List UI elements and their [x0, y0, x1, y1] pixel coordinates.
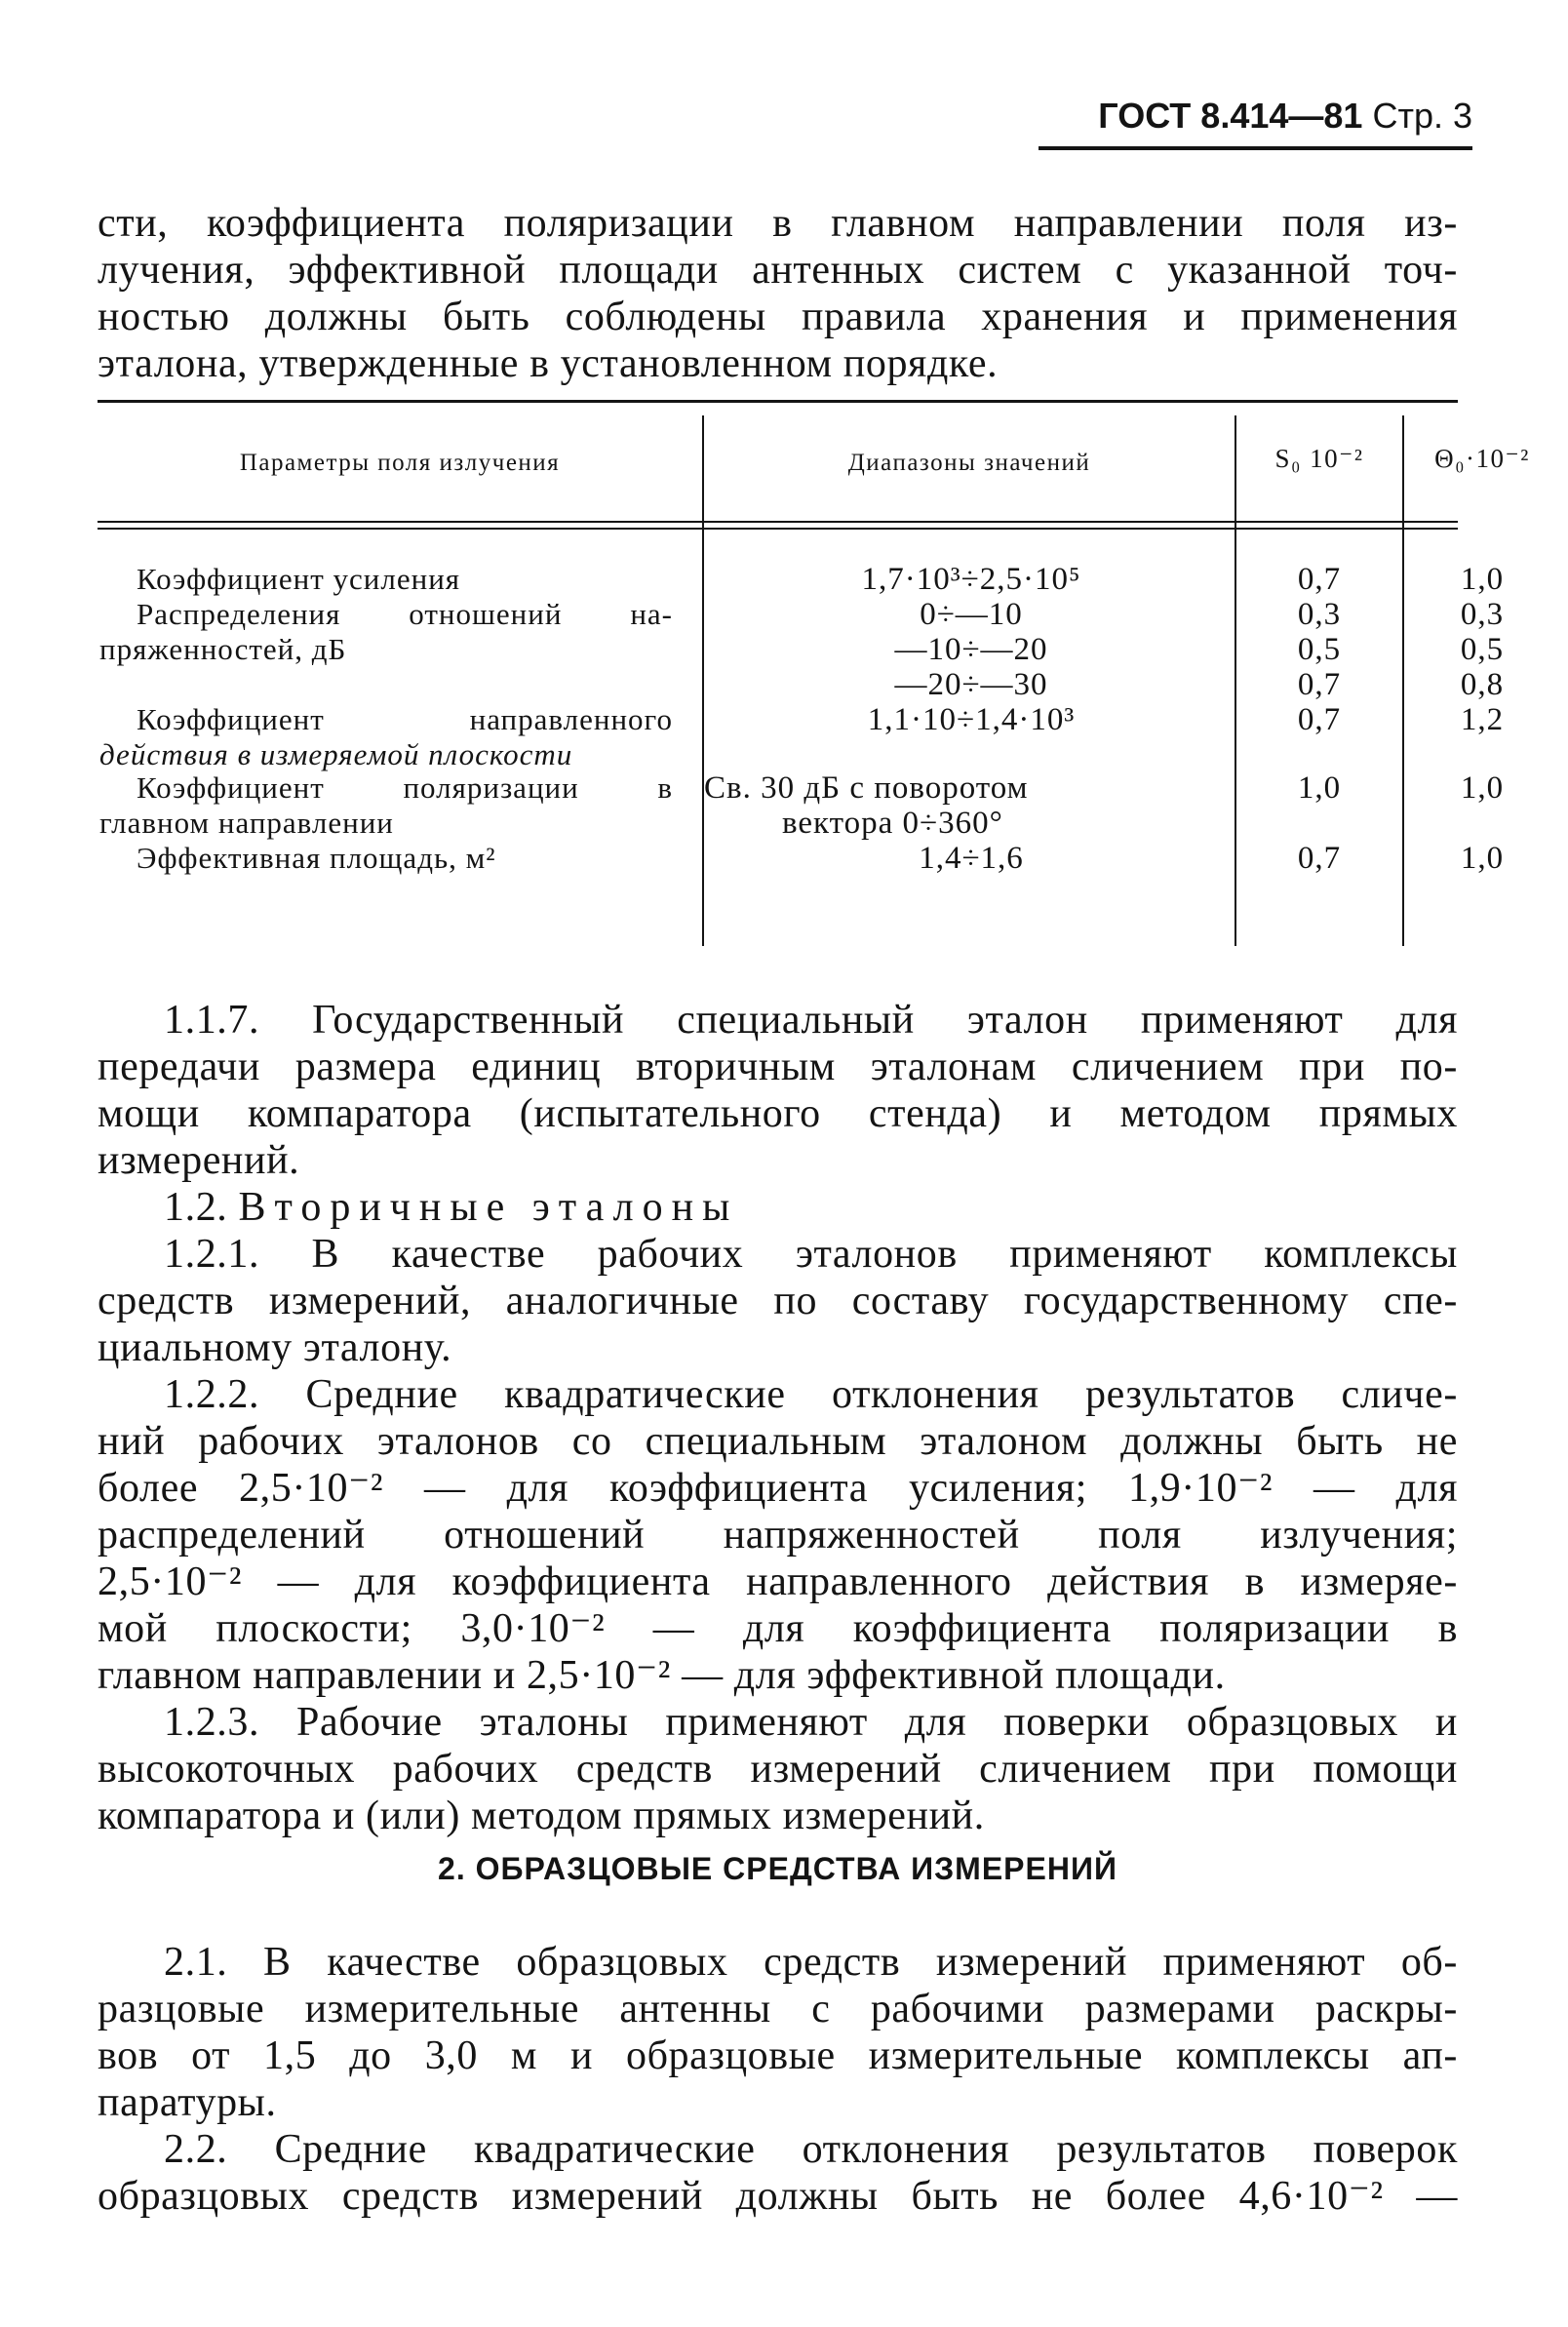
paragraph-1-2-2	[98, 1371, 1458, 1699]
table-header-rule-2	[98, 528, 1458, 530]
s0-cell: 0,7	[1297, 702, 1342, 737]
text-line: 1.2.3. Рабочие эталоны применяют для поверки образцовых и	[164, 1700, 1458, 1745]
table-row	[99, 597, 673, 667]
param-cell: Эффективная площадь, м²	[137, 841, 496, 875]
text-line: 1.2.1. В качестве рабочих эталонов применяют комплексы	[164, 1232, 1458, 1277]
text-line: средств измерений, аналогичные по составу государственному спе-	[98, 1279, 1458, 1323]
range-value: вектора 0÷360°	[782, 806, 1003, 841]
text-line: разцовые измерительные антенны с рабочими размерами раскры-	[98, 1987, 1458, 2031]
range-value: —20÷—30	[894, 667, 1048, 702]
theta0-cell	[1404, 597, 1560, 702]
s0-value: 0,7	[1297, 667, 1342, 702]
table-header-rule	[98, 521, 1458, 523]
table-row	[99, 562, 673, 597]
doc-number: ГОСТ 8.414—81	[1098, 96, 1363, 136]
theta0-value: 0,8	[1460, 667, 1505, 702]
range-cell: 1,4÷1,6	[919, 841, 1024, 876]
text-line: распределений отношений напряженностей поля излучения;	[98, 1513, 1458, 1558]
text-line: более 2,5·10⁻² — для коэффициента усиления; 1,9·10⁻² — для	[98, 1466, 1458, 1511]
text-line: паратуры.	[98, 2080, 277, 2125]
theta0-value: 0,3	[1460, 597, 1505, 632]
col-header-parameters: Параметры поля излучения	[239, 450, 561, 476]
text-line: эталона, утвержденные в установленном порядке.	[98, 341, 999, 386]
param-cell: Распределения отношений на-	[137, 597, 673, 631]
text-line: передачи размера единиц вторичным эталонам сличением при по-	[98, 1045, 1458, 1089]
subsection-title: Вторичные эталоны	[238, 1185, 739, 1230]
section-title: 2. ОБРАЗЦОВЫЕ СРЕДСТВА ИЗМЕРЕНИЙ	[438, 1851, 1117, 1886]
table-row	[99, 770, 673, 841]
text-line: 2.1. В качестве образцовых средств измерений применяют об-	[164, 1940, 1458, 1985]
range-value: Св. 30 дБ с поворотом	[704, 770, 1029, 806]
param-cell: пряженностей, дБ	[99, 632, 347, 666]
text-line: 1.1.7. Государственный специальный эталон применяют для	[164, 998, 1458, 1043]
param-cell: главном направлении	[99, 806, 394, 840]
param-cell: Коэффициент поляризации в	[137, 770, 673, 805]
text-line: вов от 1,5 до 3,0 м и образцовые измерительные комплексы ап-	[98, 2033, 1458, 2078]
page-number: Стр. 3	[1372, 96, 1472, 136]
theta0-value: 0,5	[1460, 632, 1505, 667]
theta0-cell: 1,0	[1460, 562, 1505, 597]
s0-value: 0,5	[1297, 632, 1342, 667]
text-line: лучения, эффективной площади антенных систем с указанной точ-	[98, 248, 1458, 293]
s0-cell	[1236, 597, 1402, 702]
theta0-cell: 1,0	[1460, 841, 1505, 876]
text-line: мощи компаратора (испытательного стенда) и методом прямых	[98, 1091, 1458, 1136]
text-line: мой плоскости; 3,0·10⁻² — для коэффициента поляризации в	[98, 1606, 1458, 1651]
param-cell: Коэффициент усиления	[137, 562, 461, 596]
text-line: ний рабочих эталонов со специальным эталоном должны быть не	[98, 1419, 1458, 1464]
theta0-cell: 1,2	[1460, 702, 1505, 737]
table-row	[99, 702, 673, 772]
subsection-number: 1.2.	[164, 1185, 228, 1230]
range-cell: 1,1·10÷1,4·10³	[867, 702, 1076, 737]
s0-cell: 0,7	[1297, 562, 1342, 597]
paragraph-1-2-1	[98, 1231, 1458, 1371]
param-cell: действия в измеряемой плоскости	[99, 737, 573, 771]
range-value: 0÷—10	[920, 597, 1023, 632]
text-line: сти, коэффициента поляризации в главном направлении поля из-	[98, 201, 1458, 246]
text-line: ностью должны быть соблюдены правила хранения и применения	[98, 295, 1458, 339]
text-line: главном направлении и 2,5·10⁻² — для эффективной площади.	[98, 1653, 1226, 1698]
text-line: 2.2. Средние квадратические отклонения результатов поверок	[164, 2127, 1458, 2172]
range-cell	[708, 597, 1235, 702]
s0-cell: 0,7	[1297, 841, 1342, 876]
theta0-cell: 1,0	[1460, 770, 1505, 806]
text-line: 1.2.2. Средние квадратические отклонения результатов сличе-	[164, 1372, 1458, 1417]
range-cell: 1,7·10³÷2,5·10⁵	[861, 562, 1081, 597]
col-header-s0: S₀ 10⁻²	[1274, 444, 1364, 473]
subsection-heading	[98, 1184, 1458, 1231]
text-line: компаратора и (или) методом прямых измерений.	[98, 1794, 985, 1838]
paragraph-1-2-3	[98, 1699, 1458, 1839]
col-header-theta0: Θ₀·10⁻²	[1434, 444, 1530, 473]
text-line: 2,5·10⁻² — для коэффициента направленного действия в измеряе-	[98, 1559, 1458, 1604]
text-line: образцовых средств измерений должны быть не более 4,6·10⁻² —	[98, 2174, 1458, 2219]
table-top-rule	[98, 400, 1458, 403]
parameters-table	[98, 400, 1530, 946]
paragraph-1-1-7	[98, 997, 1458, 1184]
paragraph-2-2	[98, 2126, 1458, 2220]
range-cell	[704, 770, 1235, 841]
param-cell: Коэффициент направленного	[137, 702, 673, 736]
text-line: высокоточных рабочих средств измерений сличением при помощи	[98, 1747, 1458, 1792]
column-divider	[702, 415, 704, 946]
s0-cell: 1,0	[1297, 770, 1342, 806]
text-line: циальному эталону.	[98, 1325, 452, 1370]
col-header-ranges: Диапазоны значений	[847, 450, 1091, 476]
page-header	[1039, 86, 1472, 150]
s0-value: 0,3	[1297, 597, 1342, 632]
table-row	[99, 841, 673, 876]
range-value: —10÷—20	[894, 632, 1048, 667]
paragraph-2-1	[98, 1939, 1458, 2126]
text-line: измерений.	[98, 1138, 300, 1183]
intro-paragraph	[98, 200, 1458, 387]
